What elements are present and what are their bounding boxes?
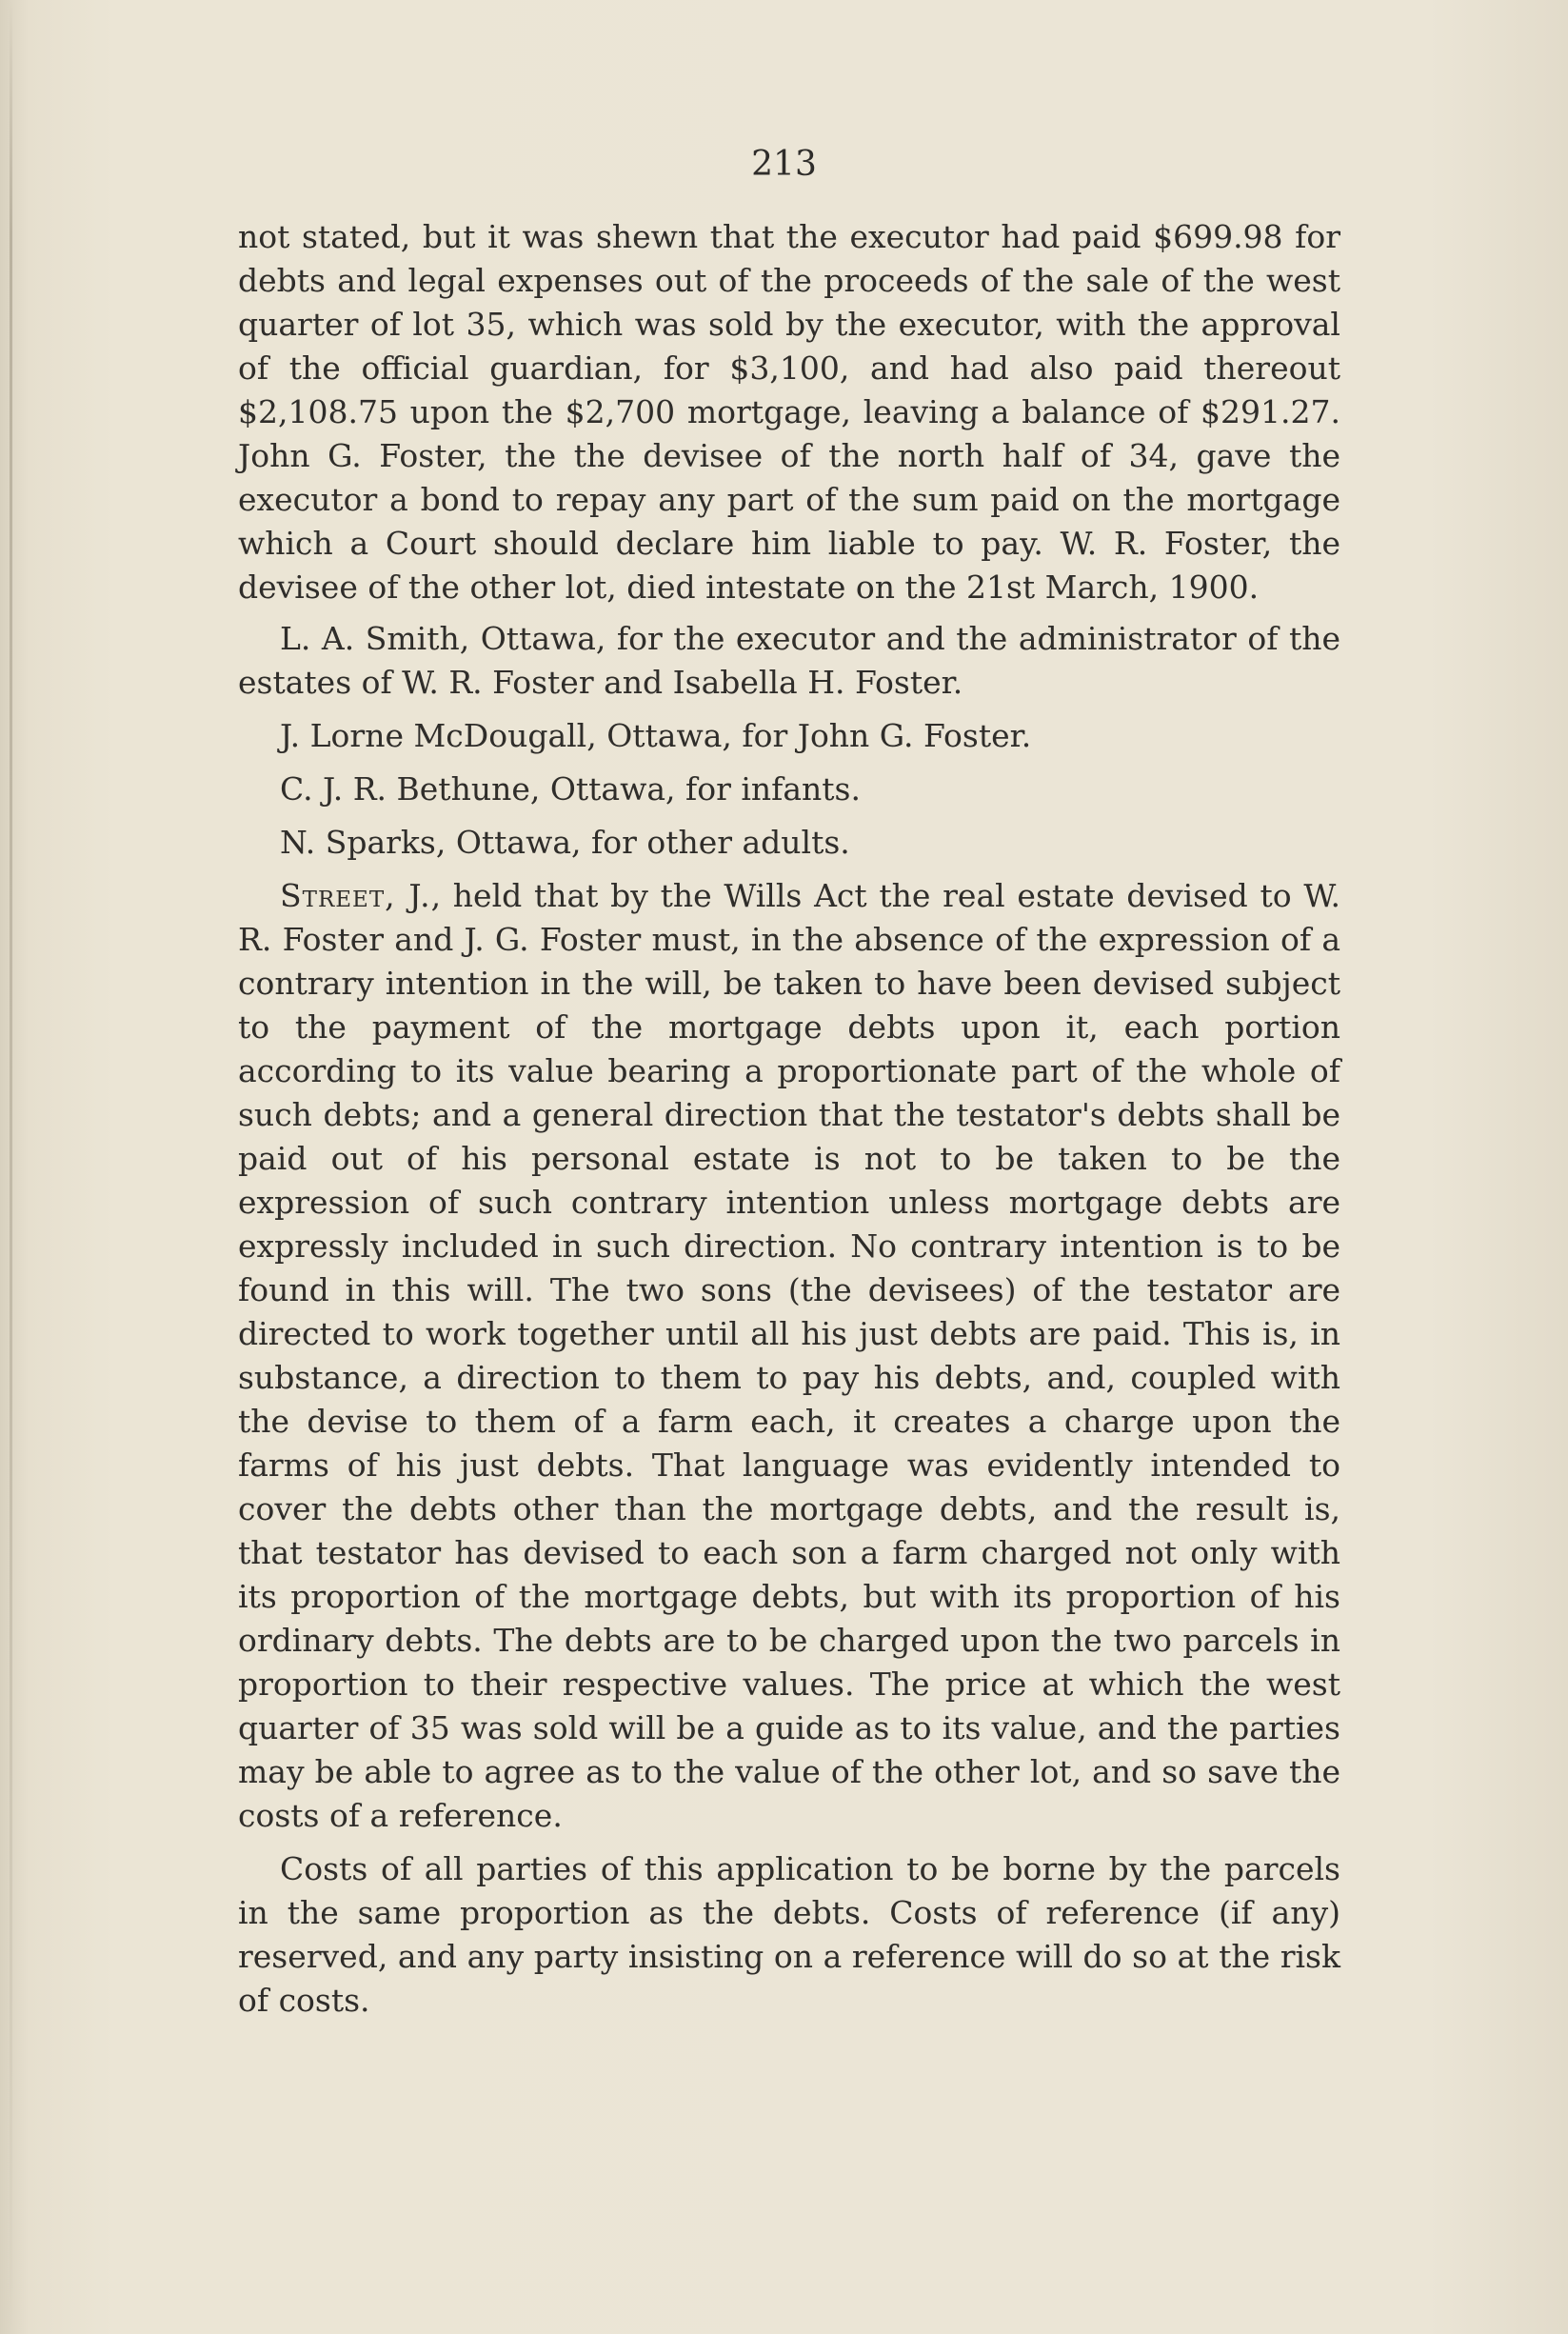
counsel-paragraph-3: C. J. R. Bethune, Ottawa, for infants. — [280, 770, 861, 808]
opening-paragraph: not stated, but it was shewn that the executor had paid $699.98 for debts and legal expenses out of the proceeds of the sale of the west quarter of lot 35, which was sold by the executor, with the approval of the official guardian, for $3,100, and had also paid thereout $2,108.75 upon the $2,700 mortgage, leaving a balance of $291.27. John G. Foster, the the devisee of the north half of 34, gave the executor a bond to repay any part of the sum paid on the mortgage which a Court should declare him liable to pay. W. R. Foster, the devisee of the other lot, died intestate on the 21st March, 1900. — [238, 218, 1340, 606]
costs-paragraph: Costs of all parties of this application to be borne by the parcels in the same proportion as the debts. Costs of reference (if any) reserved, and any party insisting on a reference will do so at the risk of costs. — [238, 1850, 1340, 2019]
judgment-text: , held that by the Wills Act the real estate devised to W. R. Foster and J. G. Foster must, in the absence of the expression of a contrary intention in the will, be taken to have been devised subject to the payment of the mortgage debts upon it, each portion according to its value bearing a proportionate part of the whole of such debts; and a general direction that the testator's debts shall be paid out of his personal estate is not to be taken to be the expression of such contrary intention unless mortgage debts are expressly included in such direction. No contrary intention is to be found in this will. The two sons (the devisees) of the testator are directed to work together until all his just debts are paid. This is, in substance, a direction to them to pay his debts, and, coupled with the devise to them of a farm each, it creates a charge upon the farms of his just debts. That language was evidently intended to cover the debts other than the mortgage debts, and the result is, that testator has devised to each son a farm charged not only with its proportion of the mortgage debts, but with its proportion of his ordinary debts. The debts are to be charged upon the two parcels in proportion to their respective values. The price at which the west quarter of 35 was sold will be a guide as to its value, and the parties may be able to agree as to the value of the other lot, and so save the costs of a reference. — [238, 877, 1340, 1834]
counsel-paragraph-2: J. Lorne McDougall, Ottawa, for John G. Foster. — [280, 717, 1032, 754]
page-number: 213 — [751, 145, 817, 184]
binding-shadow — [10, 0, 12, 2334]
judge-name: Street, J. — [280, 877, 431, 914]
counsel-paragraph-4: N. Sparks, Ottawa, for other adults. — [280, 824, 850, 861]
body-text — [238, 215, 1340, 2023]
judgment-paragraph — [238, 874, 1340, 1838]
counsel-paragraph-1: L. A. Smith, Ottawa, for the executor and the administrator of the estates of W. R. Foster and Isabella H. Foster. — [238, 620, 1340, 701]
